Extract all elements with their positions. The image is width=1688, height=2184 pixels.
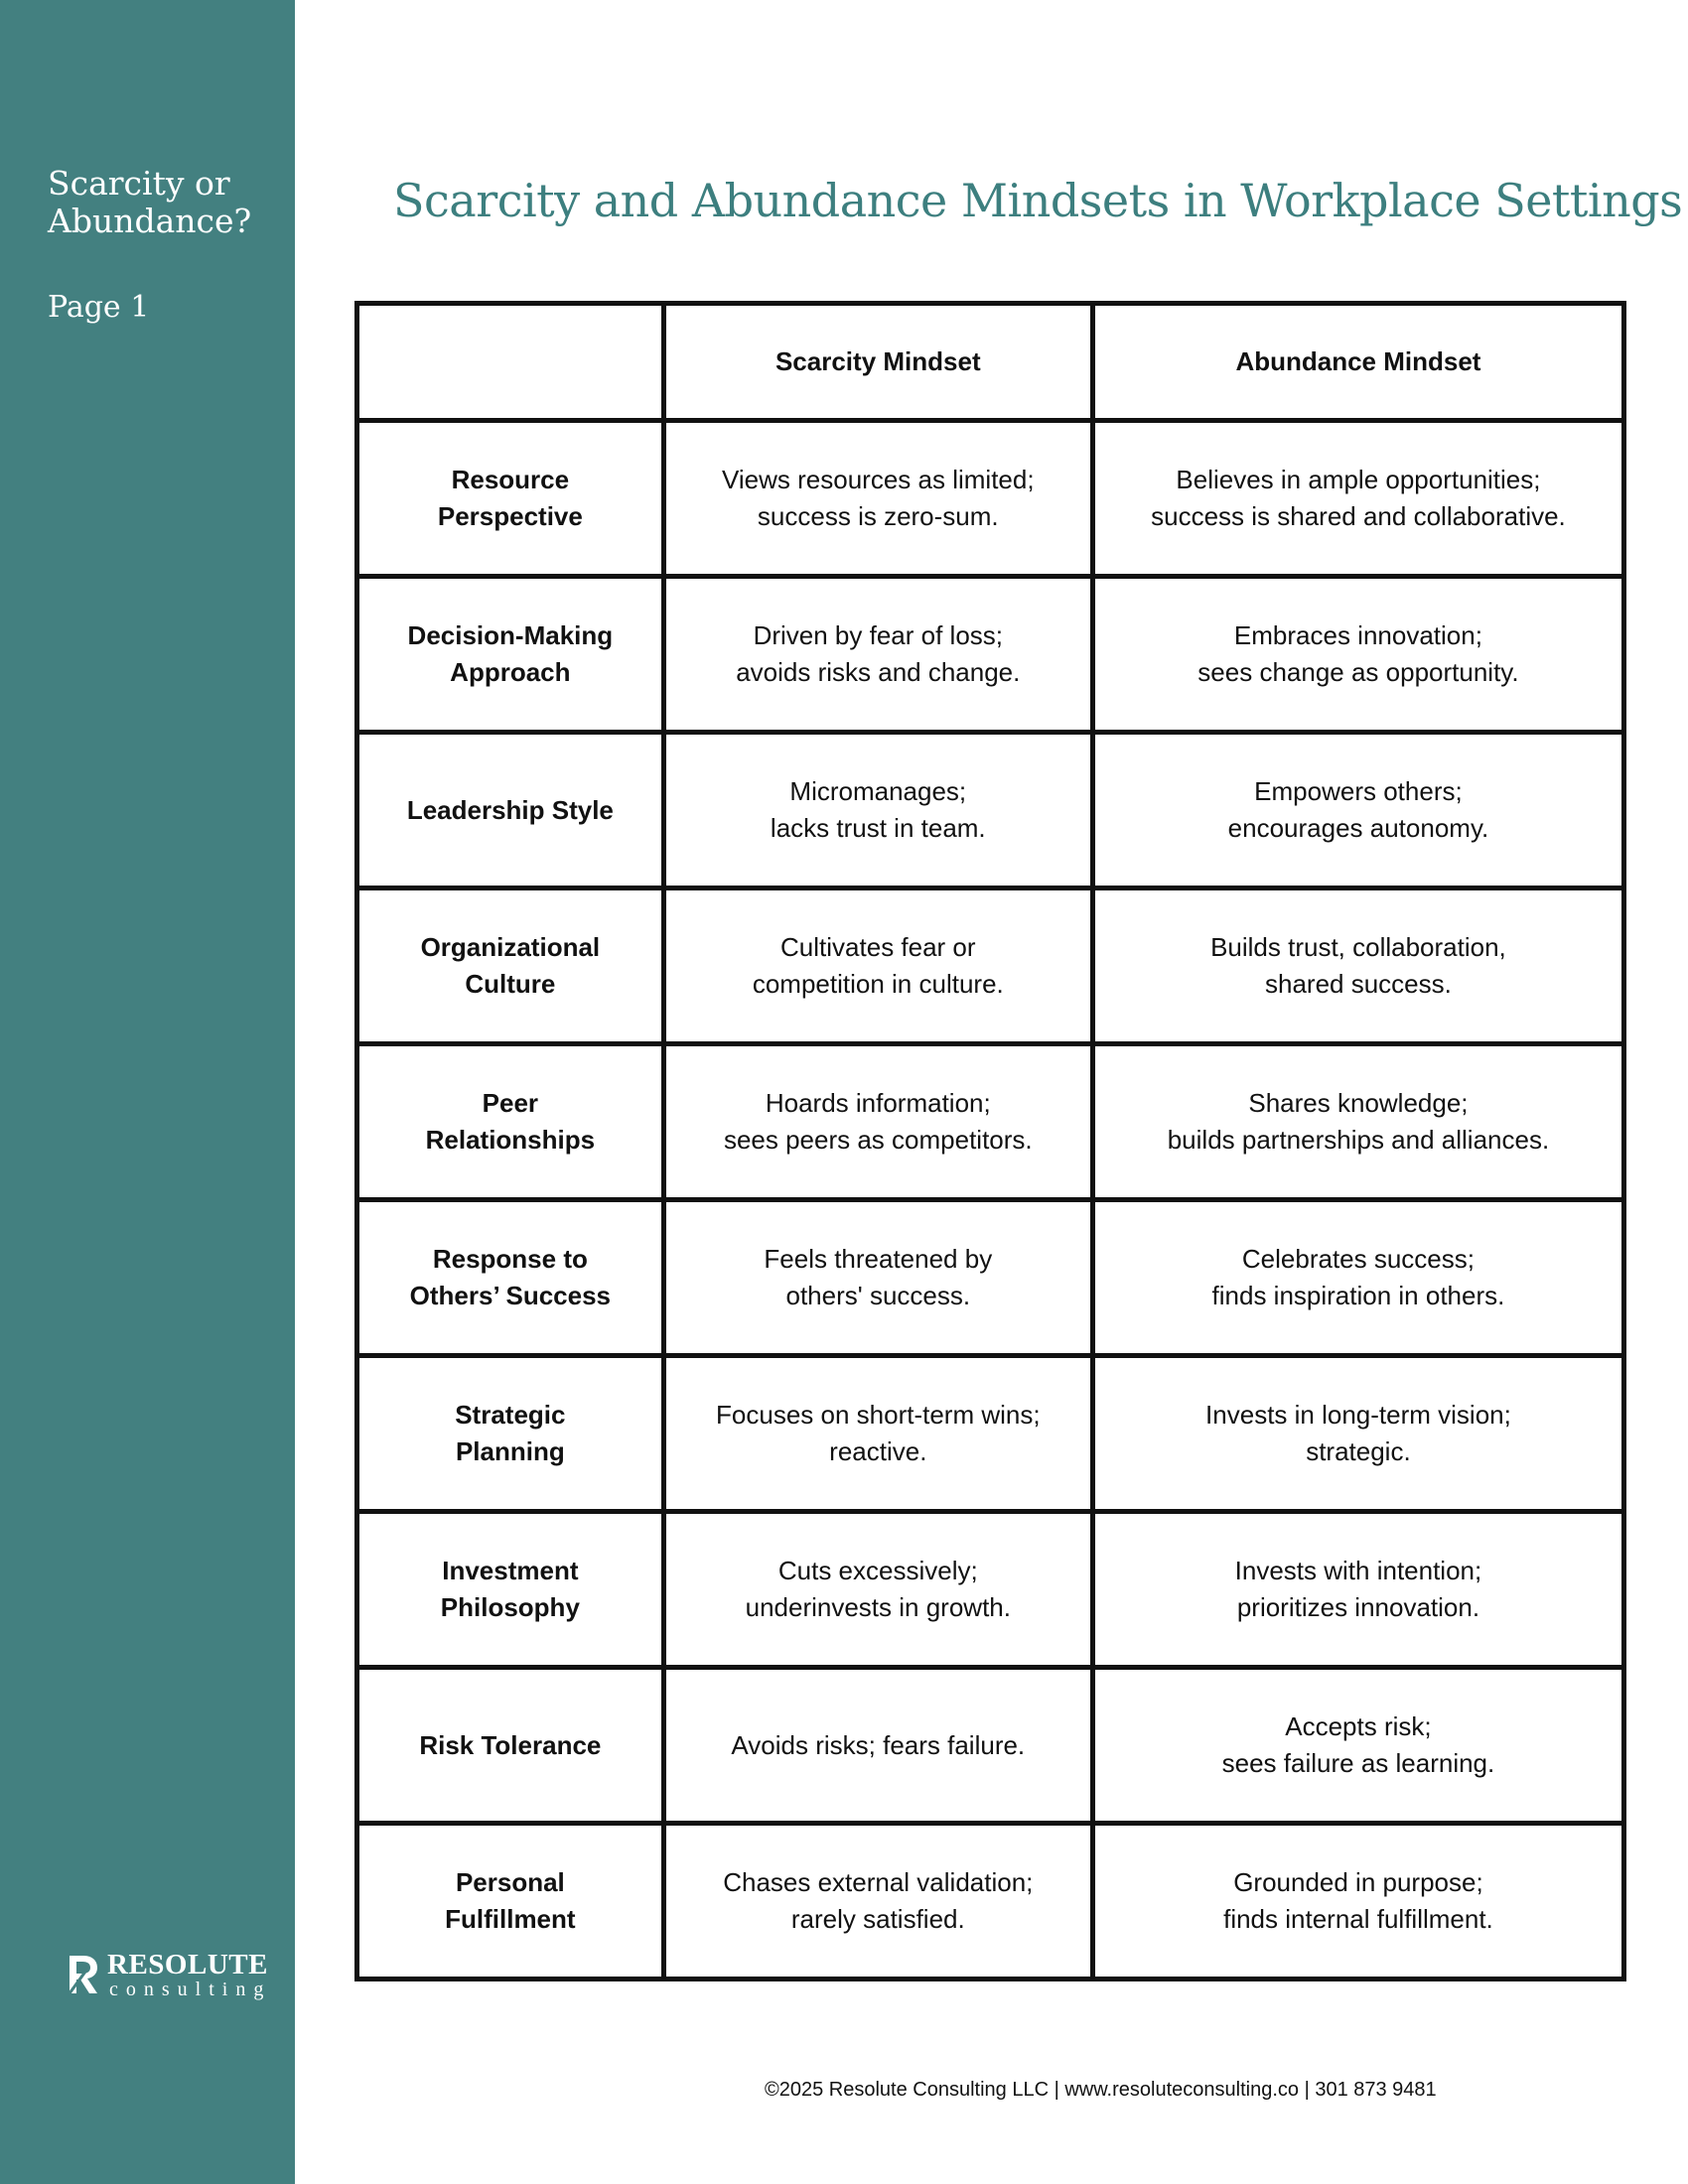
row-label-cell-line: Fulfillment	[445, 1904, 576, 1934]
scarcity-cell	[663, 421, 1092, 577]
row-label-cell-line: Personal	[455, 1867, 565, 1897]
table-row	[357, 1044, 1624, 1200]
table-row	[357, 1824, 1624, 1979]
table-row	[357, 1512, 1624, 1668]
row-label-cell-line: Resource	[451, 465, 570, 494]
scarcity-cell-line: success is zero-sum.	[757, 501, 999, 531]
abundance-cell	[1092, 1044, 1623, 1200]
table-row	[357, 577, 1624, 733]
abundance-cell-line: encourages autonomy.	[1227, 813, 1489, 843]
logo-wordmark: RESOLUTE	[107, 1949, 268, 1980]
abundance-cell-line: Believes in ample opportunities;	[1176, 465, 1541, 494]
abundance-cell-line: success is shared and collaborative.	[1151, 501, 1566, 531]
sidebar-title	[48, 165, 286, 240]
row-label-cell	[357, 1044, 664, 1200]
table-row	[357, 421, 1624, 577]
scarcity-cell-line: Chases external validation;	[723, 1867, 1034, 1897]
row-label-cell	[357, 1824, 664, 1979]
logo-subtitle: consulting	[109, 1979, 272, 2000]
row-label-cell-line: Others’ Success	[409, 1281, 612, 1310]
abundance-cell	[1092, 577, 1623, 733]
row-label-cell-line: Relationships	[425, 1125, 596, 1155]
document-title: Scarcity and Abundance Mindsets in Workplace Settings	[393, 174, 1683, 227]
table-row	[357, 1668, 1624, 1824]
abundance-cell	[1092, 1512, 1623, 1668]
table-header-row	[357, 304, 1624, 421]
scarcity-cell-line: Focuses on short-term wins;	[716, 1400, 1041, 1430]
table-row	[357, 733, 1624, 888]
sidebar	[0, 0, 295, 2184]
abundance-cell	[1092, 733, 1623, 888]
row-label-cell-line: Perspective	[437, 501, 583, 531]
sidebar-title-line: Abundance?	[48, 202, 252, 240]
abundance-cell-line: shared success.	[1265, 969, 1452, 999]
row-label-cell	[357, 577, 664, 733]
scarcity-cell-line: Cuts excessively;	[777, 1556, 978, 1585]
scarcity-cell-line: reactive.	[829, 1436, 927, 1466]
row-label-cell	[357, 1512, 664, 1668]
scarcity-cell-line: Micromanages;	[789, 776, 967, 806]
abundance-cell-line: Builds trust, collaboration,	[1210, 932, 1506, 962]
scarcity-cell-line: others' success.	[785, 1281, 971, 1310]
table-row	[357, 1356, 1624, 1512]
abundance-cell	[1092, 421, 1623, 577]
scarcity-cell	[663, 1356, 1092, 1512]
row-label-cell	[357, 1668, 664, 1824]
abundance-cell-line: prioritizes innovation.	[1236, 1592, 1480, 1622]
row-label-cell-line: Response to	[432, 1244, 588, 1274]
scarcity-cell-line: avoids risks and change.	[736, 657, 1021, 687]
scarcity-cell	[663, 888, 1092, 1044]
page-footer: ©2025 Resolute Consulting LLC | www.resoluteconsulting.co | 301 873 9481	[765, 2079, 1437, 2101]
scarcity-cell	[663, 1200, 1092, 1356]
row-label-cell-line: Planning	[455, 1436, 565, 1466]
abundance-cell-line: sees failure as learning.	[1221, 1748, 1495, 1778]
abundance-cell	[1092, 1824, 1623, 1979]
table-row	[357, 888, 1624, 1044]
scarcity-cell	[663, 1824, 1092, 1979]
row-label-cell-line: Culture	[465, 969, 556, 999]
table-row	[357, 1200, 1624, 1356]
row-label-cell	[357, 1200, 664, 1356]
row-label-cell-line: Strategic	[455, 1400, 566, 1430]
scarcity-cell-line: Avoids risks; fears failure.	[731, 1729, 1026, 1760]
abundance-cell-line: Invests with intention;	[1234, 1556, 1482, 1585]
abundance-cell	[1092, 1668, 1623, 1824]
scarcity-cell	[663, 1044, 1092, 1200]
abundance-cell-line: Invests in long-term vision;	[1205, 1400, 1511, 1430]
resolute-logo-icon	[68, 1954, 99, 1995]
row-label-cell	[357, 1356, 664, 1512]
header-scarcity-mindset: Scarcity Mindset	[663, 304, 1092, 421]
abundance-cell-line: builds partnerships and alliances.	[1167, 1125, 1550, 1155]
abundance-cell-line: Accepts risk;	[1285, 1711, 1432, 1741]
row-label-cell-line: Risk Tolerance	[419, 1729, 602, 1760]
row-label-cell-line: Leadership Style	[406, 794, 614, 825]
abundance-cell-line: Celebrates success;	[1241, 1244, 1475, 1274]
scarcity-cell	[663, 1668, 1092, 1824]
abundance-cell-line: Empowers others;	[1254, 776, 1463, 806]
row-label-cell	[357, 421, 664, 577]
abundance-cell-line: strategic.	[1306, 1436, 1411, 1466]
abundance-cell-line: Embraces innovation;	[1233, 620, 1482, 650]
scarcity-cell-line: rarely satisfied.	[790, 1904, 965, 1934]
sidebar-title-line: Scarcity or	[48, 164, 230, 203]
scarcity-cell-line: Feels threatened by	[764, 1244, 993, 1274]
scarcity-cell-line: underinvests in growth.	[745, 1592, 1011, 1622]
scarcity-cell-line: competition in culture.	[752, 969, 1004, 999]
mindset-table	[354, 301, 1626, 1981]
row-label-cell-line: Peer	[482, 1088, 539, 1118]
row-label-cell-line: Investment	[442, 1556, 579, 1585]
abundance-cell-line: sees change as opportunity.	[1197, 657, 1519, 687]
row-label-cell-line: Organizational	[420, 932, 601, 962]
row-label-cell-line: Decision-Making	[407, 620, 614, 650]
abundance-cell-line: finds internal fulfillment.	[1223, 1904, 1493, 1934]
header-abundance-mindset: Abundance Mindset	[1092, 304, 1623, 421]
scarcity-cell	[663, 1512, 1092, 1668]
abundance-cell-line: Shares knowledge;	[1248, 1088, 1469, 1118]
row-label-cell	[357, 733, 664, 888]
abundance-cell-line: finds inspiration in others.	[1211, 1281, 1505, 1310]
scarcity-cell	[663, 577, 1092, 733]
scarcity-cell-line: Driven by fear of loss;	[753, 620, 1004, 650]
abundance-cell	[1092, 1356, 1623, 1512]
scarcity-cell-line: Views resources as limited;	[722, 465, 1035, 494]
page-number: Page 1	[48, 290, 150, 325]
abundance-cell	[1092, 1200, 1623, 1356]
scarcity-cell-line: Hoards information;	[765, 1088, 991, 1118]
header-cell-empty	[357, 304, 664, 421]
abundance-cell-line: Grounded in purpose;	[1233, 1867, 1483, 1897]
row-label-cell-line: Approach	[450, 657, 571, 687]
scarcity-cell-line: Cultivates fear or	[780, 932, 976, 962]
scarcity-cell-line: sees peers as competitors.	[723, 1125, 1033, 1155]
scarcity-cell	[663, 733, 1092, 888]
row-label-cell	[357, 888, 664, 1044]
abundance-cell	[1092, 888, 1623, 1044]
company-logo	[68, 1950, 276, 2005]
row-label-cell-line: Philosophy	[440, 1592, 580, 1622]
scarcity-cell-line: lacks trust in team.	[770, 813, 986, 843]
